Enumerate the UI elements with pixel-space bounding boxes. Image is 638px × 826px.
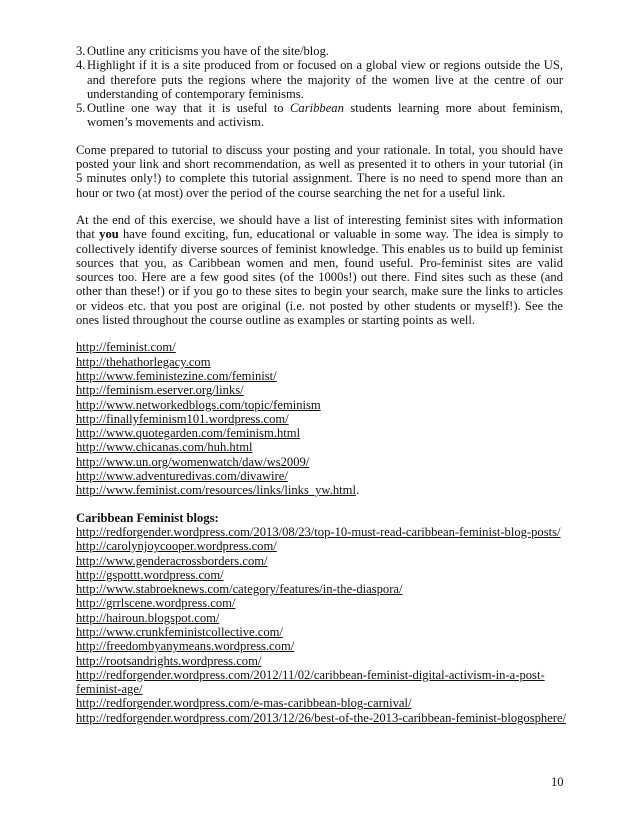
caribbean-links-list [76, 524, 567, 725]
link[interactable]: http://feminism.eserver.org/links/ [76, 383, 244, 398]
paragraph-text: have found exciting, fun, educational or valuable in some way. The idea is simply to collectively identify diverse sources of feminist knowledge. This enables us to build up feminist sources that you, as Caribbean women and men, found useful. Pro-feminist sites are valid sources too. Here are a few good sites (of the 1000s!) out there. Find sites such as these (and other than these!) or if you go to these sites to begin your search, make sure the links to articles or videos etc. that you post are original (i.e. not posted by other students or myself!). See the ones listed throughout the course outline as examples or starting points as well. [76, 227, 563, 328]
list-text-after: students learning more about feminism, women’s movements and activism. [87, 101, 564, 130]
paragraph-bold: you [99, 227, 119, 242]
last-link-line [76, 483, 563, 497]
paragraph-tutorial: Come prepared to tutorial to discuss your posting and your rationale. In total, you should have posted your link and short recommendation, as well as presented it to others in your tutorial (in 5 minutes only!) to complete this tutorial assignment. There is no need to spend more than an hour or two (at most) over the period of the course searching the net for a useful link. [76, 142, 563, 200]
link[interactable]: http://thehathorlegacy.com [76, 354, 211, 369]
link[interactable]: http://redforgender.wordpress.com/2013/12/26/best-of-the-2013-caribbean-feminist-blogosphere/ [76, 710, 567, 725]
list-number: 3. [76, 44, 86, 58]
link-line-2[interactable]: feminist-age/ [76, 682, 143, 697]
paragraph-text: At the end of this exercise, we should have a list of interesting feminist sites with information that [76, 212, 563, 242]
list-item-3 [76, 44, 563, 58]
link[interactable]: http://www.stabroeknews.com/category/features/in-the-diaspora/ [76, 582, 403, 597]
link[interactable]: http://www.chicanas.com/huh.html [76, 440, 253, 455]
link-line-1[interactable]: http://redforgender.wordpress.com/2012/11/02/caribbean-feminist-digital-activism-in-a-post- [76, 667, 545, 682]
link[interactable]: http://grrlscene.wordpress.com/ [76, 596, 236, 611]
paragraph-exercise [76, 213, 563, 327]
document-page [76, 44, 567, 725]
link[interactable]: http://feminist.com/ [76, 340, 176, 355]
list-text: Highlight if it is a site produced from or focused on a global view or regions outside the US, and therefore puts the regions where the majority of the women live at the centre of our understanding of contemporary feminisms. [87, 58, 563, 101]
link[interactable]: http://www.networkedblogs.com/topic/feminism [76, 397, 321, 412]
link[interactable]: http://www.feministezine.com/feminist/ [76, 368, 277, 383]
link[interactable]: http://www.quotegarden.com/feminism.html [76, 426, 301, 441]
list-item-5 [76, 101, 563, 130]
link[interactable]: http://carolynjoycooper.wordpress.com/ [76, 539, 277, 554]
link-suffix: . [355, 483, 360, 498]
link[interactable]: http://hairoun.blogspot.com/ [76, 610, 220, 625]
list-item-4 [76, 58, 563, 101]
list-number: 4. [76, 58, 86, 73]
link[interactable]: http://finallyfeminism101.wordpress.com/ [76, 411, 289, 426]
list-number: 5. [76, 101, 86, 116]
link[interactable]: http://www.adventuredivas.com/divawire/ [76, 469, 288, 484]
page-number: 10 [551, 775, 564, 789]
link[interactable]: http://redforgender.wordpress.com/e-mas-caribbean-blog-carnival/ [76, 696, 412, 711]
link[interactable]: http://www.crunkfeministcollective.com/ [76, 624, 283, 639]
list-text-italic: Caribbean [290, 101, 344, 116]
list-text: Outline any criticisms you have of the site/blog. [87, 44, 330, 58]
link[interactable]: http://gspottt.wordpress.com/ [76, 567, 224, 582]
link[interactable]: http://www.genderacrossborders.com/ [76, 553, 268, 568]
link[interactable]: http://www.un.org/womenwatch/daw/ws2009/ [76, 454, 310, 469]
list-text-before: Outline one way that it is useful to [87, 101, 291, 116]
link[interactable]: http://freedombyanymeans.wordpress.com/ [76, 639, 295, 654]
link[interactable]: http://www.feminist.com/resources/links/links_yw.html [76, 483, 356, 498]
link[interactable]: http://rootsandrights.wordpress.com/ [76, 653, 262, 668]
caribbean-heading: Caribbean Feminist blogs: [76, 510, 219, 525]
feminist-links-list [76, 340, 563, 497]
link[interactable]: http://redforgender.wordpress.com/2013/08/23/top-10-must-read-caribbean-feminist-blog-posts/ [76, 524, 561, 539]
